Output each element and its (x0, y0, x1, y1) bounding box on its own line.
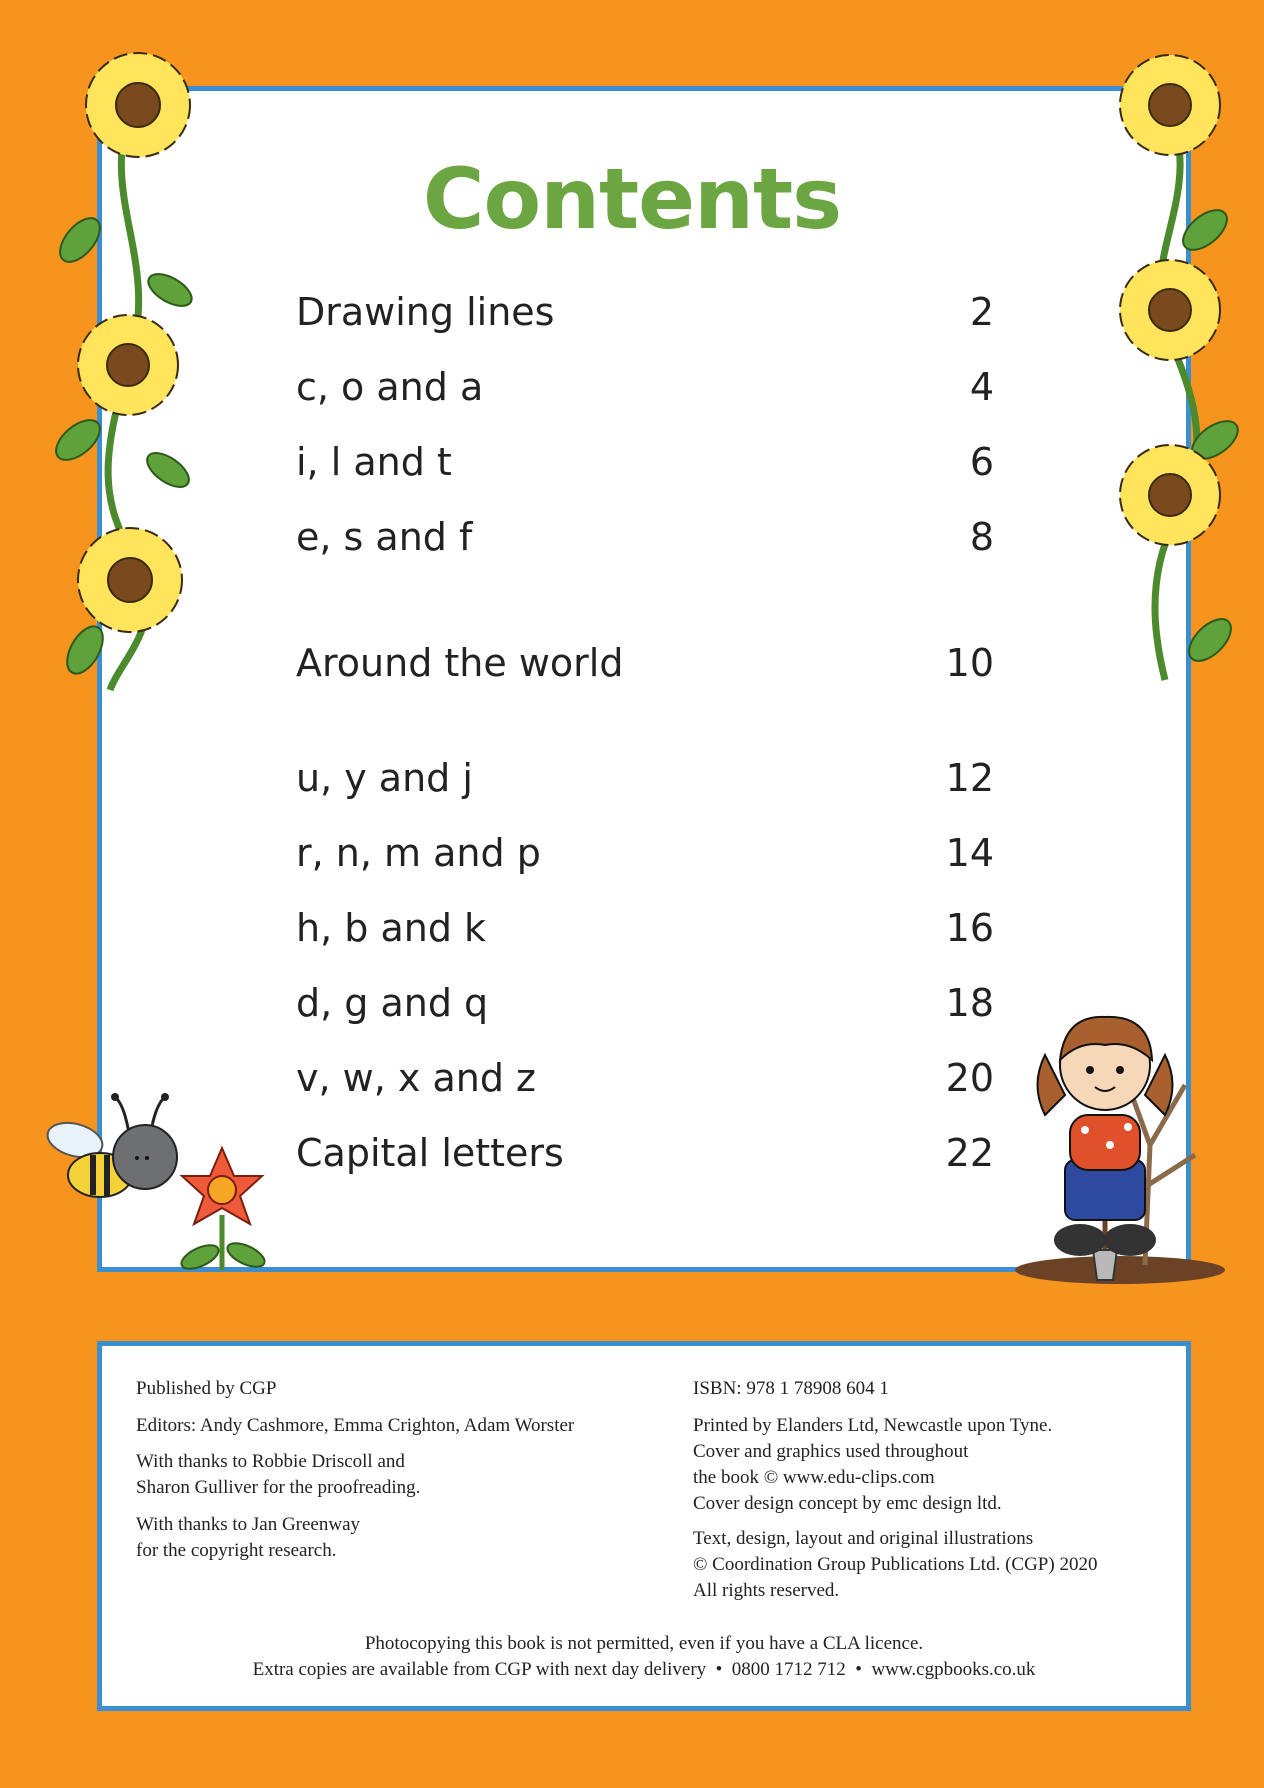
page-title: Contents (422, 150, 842, 248)
toc-page: 14 (945, 831, 994, 875)
toc-label: v, w, x and z (296, 1056, 536, 1100)
sunflower-vine-left (40, 40, 210, 700)
toc-item (296, 1056, 994, 1116)
toc-page: 20 (945, 1056, 994, 1100)
toc-item (296, 290, 994, 350)
published-by: Published by CGP (136, 1378, 277, 1399)
toc-label: d, g and q (296, 981, 489, 1025)
toc-item (296, 756, 994, 816)
toc-item (296, 831, 994, 891)
toc-item (296, 641, 994, 701)
toc-label: i, l and t (296, 440, 452, 484)
extra-copies: Extra copies are available from CGP with next day delivery • 0800 1712 712 • www.cgpbooks.co.uk (252, 1659, 1036, 1680)
toc-label: Capital letters (296, 1131, 564, 1175)
girl-planting-tree (1010, 995, 1230, 1285)
toc-item (296, 440, 994, 500)
thanks-copyright: With thanks to Jan Greenway for the copyright research. (136, 1514, 361, 1561)
thanks-proofreading: With thanks to Robbie Driscoll and Sharon Gulliver for the proofreading. (136, 1451, 421, 1498)
toc-page: 16 (945, 906, 994, 950)
toc-item (296, 981, 994, 1041)
toc-page: 22 (945, 1131, 994, 1175)
toc-label: h, b and k (296, 906, 487, 950)
toc-label: c, o and a (296, 365, 484, 409)
copyright-notice: Text, design, layout and original illustrations © Coordination Group Publications Ltd. (CGP) 2020 All rights reserved. (693, 1528, 1098, 1601)
toc-page: 18 (945, 981, 994, 1025)
editors: Editors: Andy Cashmore, Emma Crighton, Adam Worster (136, 1415, 575, 1436)
toc-label: Drawing lines (296, 290, 555, 334)
toc-label: e, s and f (296, 515, 473, 559)
toc-item (296, 515, 994, 575)
sunflower-vine-right (1095, 40, 1245, 700)
toc-page: 4 (969, 365, 994, 409)
toc-page: 12 (945, 756, 994, 800)
isbn: ISBN: 978 1 78908 604 1 (693, 1378, 889, 1399)
toc-label: Around the world (296, 641, 624, 685)
toc-item (296, 1131, 994, 1191)
red-flower (170, 1145, 280, 1275)
toc-label: u, y and j (296, 756, 473, 800)
photocopy-notice: Photocopying this book is not permitted, even if you have a CLA licence. (364, 1633, 924, 1654)
toc-page: 6 (969, 440, 994, 484)
toc-page: 2 (969, 290, 994, 334)
printed-by: Printed by Elanders Ltd, Newcastle upon Tyne. Cover and graphics used throughout the book © www.edu-clips.com Cover design concept by emc design ltd. (693, 1415, 1053, 1514)
toc-item (296, 365, 994, 425)
toc-item (296, 906, 994, 966)
toc-page: 8 (969, 515, 994, 559)
toc-page: 10 (945, 641, 994, 685)
toc-label: r, n, m and p (296, 831, 541, 875)
